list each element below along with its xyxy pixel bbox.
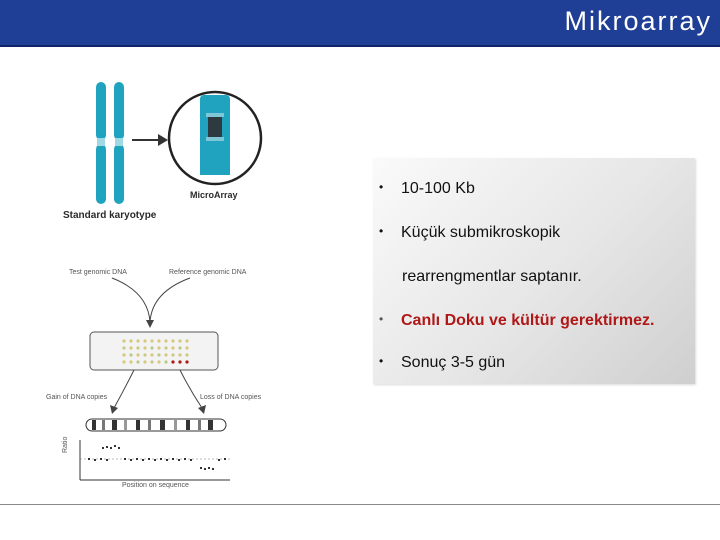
ideogram-icon <box>86 419 226 431</box>
ratio-axis-label: Ratio <box>62 436 69 453</box>
position-axis-label: Position on sequence <box>122 482 189 489</box>
bullet-text: Küçük submikroskopik <box>401 224 561 241</box>
bullet-item-highlight <box>379 312 654 330</box>
bullet-dot-icon: • <box>379 312 384 326</box>
loss-label: Loss of DNA copies <box>200 394 262 401</box>
karyotype-label: Standard karyotype <box>63 210 157 221</box>
bullet-item <box>379 354 505 372</box>
reference-dna-label: Reference genomic DNA <box>169 269 247 276</box>
array-panel <box>90 332 218 370</box>
bullet-dot-icon: • <box>379 224 384 238</box>
split-arrows-icon <box>110 370 206 414</box>
slide-title: Mikroarray <box>564 6 712 36</box>
microarray-illustration <box>40 70 280 495</box>
arrow-right-icon <box>132 134 168 146</box>
bullet-textbox <box>373 158 695 384</box>
merge-arrows-icon <box>112 278 190 328</box>
zoom-circle-icon <box>169 92 261 184</box>
footer-divider <box>0 504 720 505</box>
bullet-text: 10-100 Kb <box>401 180 475 197</box>
title-bar <box>0 0 720 47</box>
chromosome-pair-icon <box>96 82 124 204</box>
bullet-dot-icon: • <box>379 354 384 368</box>
microarray-figure <box>40 70 280 495</box>
ratio-plot-icon <box>80 440 230 480</box>
bullet-item <box>379 224 560 242</box>
microarray-label: MicroArray <box>190 190 238 200</box>
gain-label: Gain of DNA copies <box>46 394 108 401</box>
bullet-dot-icon: • <box>379 180 384 194</box>
bullet-continuation: rearrengmentlar saptanır. <box>402 268 582 285</box>
bullet-text: Sonuç 3-5 gün <box>401 354 506 371</box>
test-dna-label: Test genomic DNA <box>69 269 127 276</box>
bullet-item <box>379 180 475 198</box>
bullet-text: Canlı Doku ve kültür gerektirmez. <box>401 312 655 329</box>
